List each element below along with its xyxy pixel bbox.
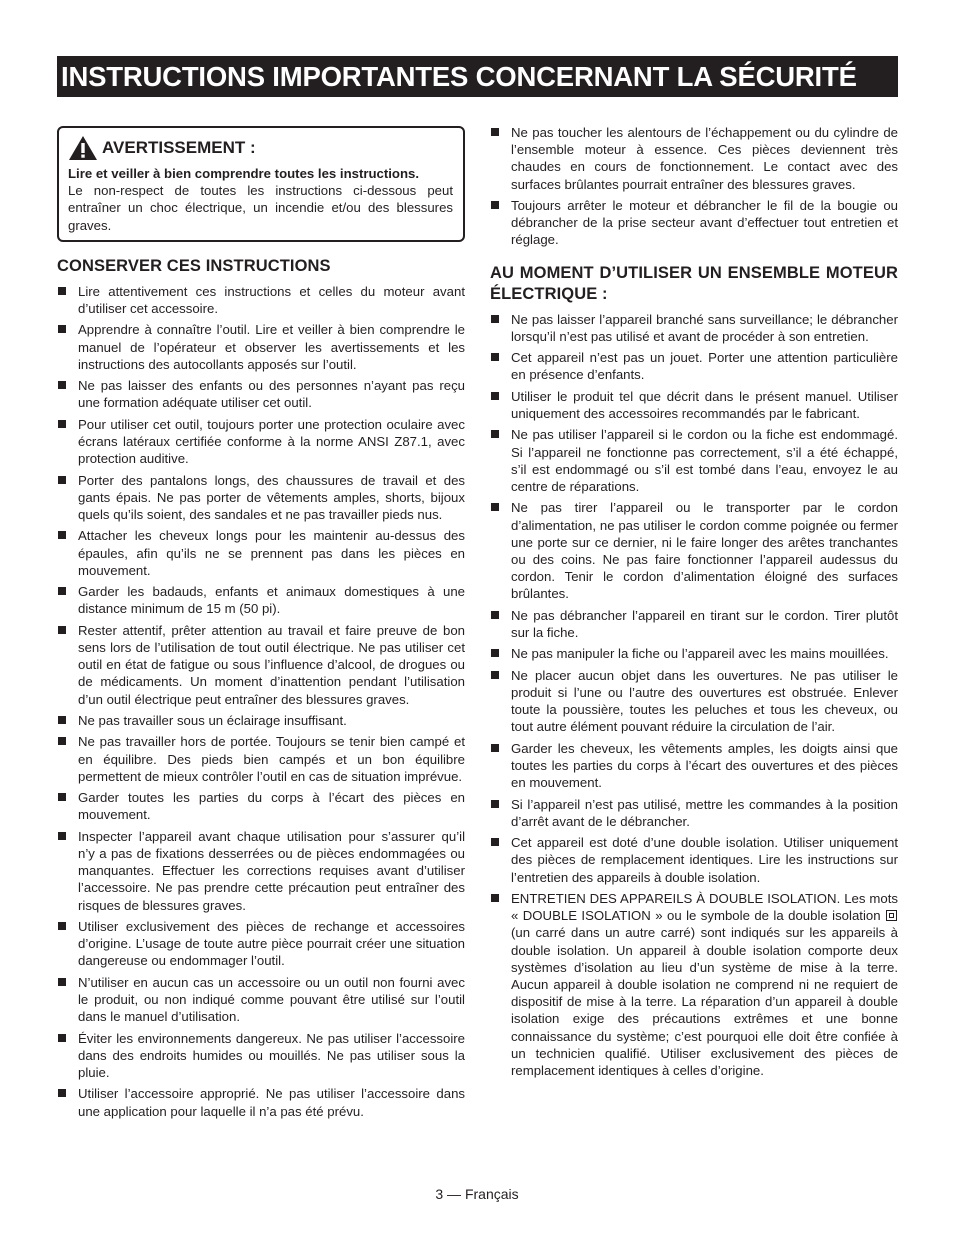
list-item — [57, 283, 465, 317]
list-item — [490, 645, 898, 662]
list-item-text: Cet appareil n’est pas un jouet. Porter une attention particulière en présence d’enfants. — [511, 350, 898, 383]
bullet-square-icon — [491, 894, 499, 902]
list-item — [490, 311, 898, 345]
bullet-square-icon — [58, 737, 66, 745]
page-title-banner: INSTRUCTIONS IMPORTANTES CONCERNANT LA SÉCURITÉ — [57, 56, 898, 97]
list-item — [490, 349, 898, 383]
bullet-square-icon — [58, 325, 66, 333]
bullet-square-icon — [58, 922, 66, 930]
bullet-square-icon — [491, 353, 499, 361]
list-item-text: Garder toutes les parties du corps à l’écart des pièces en mouvement. — [78, 790, 465, 823]
bullet-square-icon — [491, 128, 499, 136]
list-item-text: (un carré dans un autre carré) sont indiqués sur les appareils à double isolation. Un appareil à double isolation comporte deux systèmes d’isolation au lieu d’un système de mise à la terre. Aucun appareil à double isolation ne comprend ni ne requiert de dispositif de mise à la terre. La réparation d’un appareil à double isolation exige des précautions extrêmes et une bonne connaissance du système; c’est pourquoi elle doit être confiée à un technicien qualifié. Utiliser exclusivement des pièces de remplacement identiques à celles d’origine. — [511, 925, 898, 1078]
list-item-text: Utiliser le produit tel que décrit dans le présent manuel. Utiliser uniquement des accessoires recommandés par le fabricant. — [511, 388, 898, 421]
bullet-square-icon — [58, 832, 66, 840]
list-item — [490, 197, 898, 249]
list-item — [490, 740, 898, 792]
list-item — [490, 124, 898, 193]
bullet-square-icon — [58, 1034, 66, 1042]
bullet-square-icon — [58, 626, 66, 634]
list-item-text: Toujours arrêter le moteur et débrancher le fil de la bougie ou débrancher de la prise secteur avant d’effectuer tout entretien et réglage. — [511, 198, 898, 248]
list-item-text: ENTRETIEN DES APPAREILS À DOUBLE ISOLATION. Les mots « DOUBLE ISOLATION » ou le symbole de la double isolation — [511, 890, 898, 924]
page-footer: 3 — Français — [435, 1186, 519, 1202]
bullet-square-icon — [491, 671, 499, 679]
list-item-text: Apprendre à connaître l’outil. Lire et veiller à bien comprendre le manuel de l’opérateur et observer les avertissements et les instructions des autocollants apposés sur l’outil. — [78, 322, 465, 372]
bullet-square-icon — [58, 381, 66, 389]
list-item-text: Garder les badauds, enfants et animaux domestiques à une distance minimum de 15 m (50 pi). — [78, 584, 465, 617]
left-column — [57, 124, 465, 1124]
list-item-text: Ne pas laisser des enfants ou des personnes n’ayant pas reçu une formation adéquate utiliser cet outil. — [78, 378, 465, 411]
list-item-text: Ne pas laisser l’appareil branché sans surveillance; le débrancher lorsqu’il n’est pas utilisé et avant de procéder à son entretien. — [511, 311, 898, 344]
list-item — [57, 974, 465, 1026]
bullet-square-icon — [58, 793, 66, 801]
list-item-text: Utiliser exclusivement des pièces de rechange et accessoires d’origine. L’usage de toute autre pièce pourrait créer une situation dangereuse ou endommager l’outil. — [78, 918, 465, 969]
list-item — [57, 321, 465, 373]
bullet-square-icon — [491, 430, 499, 438]
list-item-text: Ne pas toucher les alentours de l’échappement ou du cylindre de l’ensemble moteur à essence. Ces pièces deviennent très chaudes en cours de fonctionnement. Le contact avec des surfaces brûlantes pourrait entraîner des blessures graves. — [511, 125, 898, 192]
section-heading-conserver: CONSERVER CES INSTRUCTIONS — [57, 256, 331, 275]
bullet-square-icon — [58, 420, 66, 428]
list-item-text: Ne pas manipuler la fiche ou l’appareil avec les mains mouillées. — [511, 646, 889, 662]
list-item-text: Attacher les cheveux longs pour les maintenir au-dessus des épaules, afin qu’ils ne se prennent pas dans les pièces en mouvement. — [78, 528, 465, 578]
list-item — [57, 828, 465, 914]
bullet-square-icon — [58, 978, 66, 986]
list-item-text: Inspecter l’appareil avant chaque utilisation pour s’assurer qu’il n’y a pas de fixations desserrées ou de pièces endommagées ou manquantes. Effectuer les corrections requises avant d’utiliser l’accessoire. Ne pas prendre cette précaution peut entraîner des risques de blessures graves. — [78, 828, 465, 913]
list-item — [57, 789, 465, 823]
right-column — [490, 124, 898, 1083]
list-item — [490, 796, 898, 830]
list-item-text: N’utiliser en aucun cas un accessoire ou un outil non fourni avec le produit, ou non indiqué comme pouvant être utilisé sur l’outil dans le manuel d’utilisation. — [78, 974, 465, 1025]
right-instruction-list — [490, 311, 898, 1080]
list-item-text: Lire attentivement ces instructions et celles du moteur avant d’utiliser cet accessoire. — [78, 283, 465, 317]
list-item — [490, 426, 898, 495]
bullet-square-icon — [58, 476, 66, 484]
list-item-double-insulation — [490, 890, 898, 1079]
list-item — [57, 583, 465, 617]
bullet-square-icon — [491, 838, 499, 846]
list-item-text: Utiliser l’accessoire approprié. Ne pas utiliser l’accessoire dans une application pour laquelle il n’a pas été prévu. — [78, 1086, 465, 1119]
warning-triangle-icon — [68, 135, 98, 161]
list-item-text: Cet appareil est doté d’une double isolation. Utiliser uniquement des pièces de remplacement identiques. Lire les instructions sur l’entretien des appareils à double isolation. — [511, 835, 898, 885]
bullet-square-icon — [491, 503, 499, 511]
warning-title: AVERTISSEMENT : — [102, 138, 256, 157]
double-insulation-symbol-icon — [886, 910, 897, 921]
warning-header — [68, 135, 453, 161]
list-item-text: Rester attentif, prêter attention au travail et faire preuve de bon sens lors de l’utilisation de tout outil électrique. Ne pas utiliser cet outil en état de fatigue ou sous l’influence d’alcool, de drogues ou de médicaments. Un moment d’inattention pendant l’utilisation d’un outil électrique peut entraîner des blessures graves. — [78, 622, 465, 707]
left-instruction-list — [57, 283, 465, 1120]
list-item-text: Ne pas utiliser l’appareil si le cordon ou la fiche est endommagé. Si l’appareil ne fonctionne pas correctement, s’il a été échappé, s’il est endommagé ou s’il est tombé dans l’eau, envoyez le au centre de réparations. — [511, 427, 898, 494]
bullet-square-icon — [491, 800, 499, 808]
bullet-square-icon — [58, 1089, 66, 1097]
list-item-text: Ne pas débrancher l’appareil en tirant sur le cordon. Tirer plutôt sur la fiche. — [511, 607, 898, 640]
bullet-square-icon — [58, 587, 66, 595]
list-item — [57, 918, 465, 970]
warning-text: Le non-respect de toutes les instructions ci-dessous peut entraîner un choc électrique, un incendie et/ou des blessures graves. — [68, 183, 453, 233]
bullet-square-icon — [58, 716, 66, 724]
list-item — [57, 1085, 465, 1119]
bullet-square-icon — [491, 611, 499, 619]
bullet-square-icon — [491, 744, 499, 752]
bullet-square-icon — [491, 649, 499, 657]
list-item-text: Garder les cheveux, les vêtements amples, les doigts ainsi que toutes les parties du corps à l’écart des ouvertures et des pièces en mouvement. — [511, 740, 898, 791]
list-item — [57, 712, 465, 729]
list-item — [57, 622, 465, 708]
warning-box — [57, 126, 465, 242]
list-item — [57, 733, 465, 785]
list-item-text: Ne pas travailler hors de portée. Toujours se tenir bien campé et en équilibre. Des pieds bien campés et un bon équilibre permettent de mieux contrôler l’outil en cas de situation imprévue. — [78, 734, 465, 784]
list-item — [490, 388, 898, 422]
list-item — [57, 472, 465, 524]
list-item — [490, 667, 898, 736]
list-item-text: Porter des pantalons longs, des chaussures de travail et des gants épais. Ne pas porter de vêtements amples, shorts, bijoux quels qu’ils soient, des sandales et ne pas travailler pieds nus. — [78, 472, 465, 522]
list-item-text: Ne placer aucun objet dans les ouvertures. Ne pas utiliser le produit si l’une ou l’autre des ouvertures est obstruée. Enlever toute la poussière, toutes les peluches et tous les cheveux, ou tout autre élément pouvant réduire la circulation de l’air. — [511, 667, 898, 735]
bullet-square-icon — [491, 392, 499, 400]
list-item-text: Ne pas tirer l’appareil ou le transporter par le cordon d’alimentation, ne pas utiliser le cordon comme poignée ou fermer une porte sur ce dernier, ni le faire longer des arêtes tranchantes ou des coins. Ne pas faire fonctionner l’appareil audessus du cordon. Tenir le cordon d’alimentation éloigné des surfaces brûlantes. — [511, 500, 898, 602]
list-item — [490, 607, 898, 641]
list-item — [57, 527, 465, 579]
list-item — [57, 416, 465, 468]
list-item — [57, 1030, 465, 1082]
right-top-list — [490, 124, 898, 249]
bullet-square-icon — [58, 287, 66, 295]
list-item-text: Éviter les environnements dangereux. Ne pas utiliser l’accessoire dans des endroits humides ou mouillés. Ne pas utiliser sous la pluie. — [78, 1030, 465, 1080]
list-item — [490, 834, 898, 886]
bullet-square-icon — [491, 201, 499, 209]
list-item-text: Si l’appareil n’est pas utilisé, mettre les commandes à la position d’arrêt avant de le débrancher. — [511, 796, 898, 829]
list-item — [57, 377, 465, 411]
section-heading-moteur-electrique: AU MOMENT D’UTILISER UN ENSEMBLE MOTEUR ÉLECTRIQUE : — [490, 263, 898, 303]
list-item-text: Ne pas travailler sous un éclairage insuffisant. — [78, 712, 347, 728]
bullet-square-icon — [58, 531, 66, 539]
list-item-text: Pour utiliser cet outil, toujours porter une protection oculaire avec écrans latéraux certifiée conforme à la norme ANSI Z87.1, avec protection auditive. — [78, 416, 465, 467]
list-item — [490, 499, 898, 602]
bullet-square-icon — [491, 315, 499, 323]
warning-bold-line: Lire et veiller à bien comprendre toutes les instructions. — [68, 166, 420, 181]
